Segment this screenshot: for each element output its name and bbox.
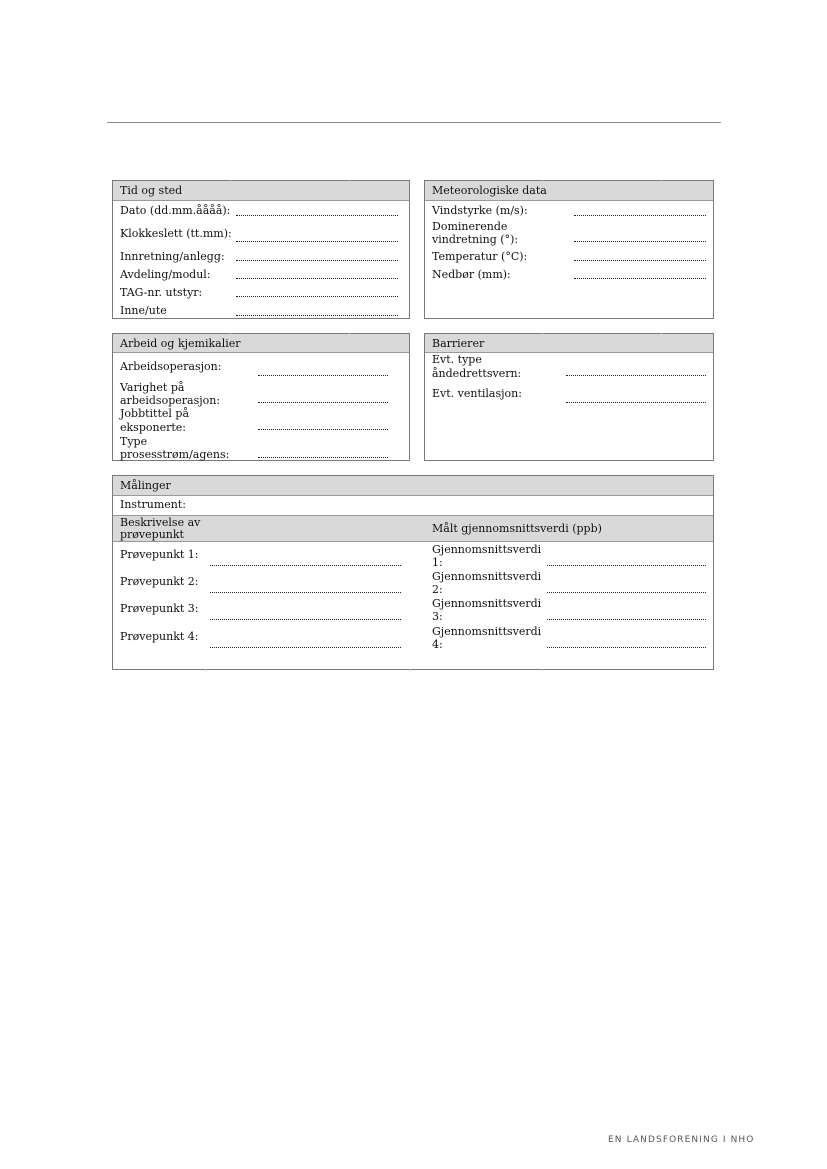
gjennomsnittsverdi-1-label: Gjennomsnittsverdi — [432, 543, 542, 556]
gjennomsnittsverdi-4-input-line[interactable] — [547, 647, 706, 648]
provepunkt-2-input-line[interactable] — [210, 592, 401, 593]
field-label-evt-type: Evt. type — [432, 353, 482, 366]
field-label-dominerende: Dominerende — [432, 220, 508, 233]
field-label-dato: Dato (dd.mm.åååå): — [120, 204, 231, 217]
divider-tick — [205, 669, 206, 671]
vindstyrke-input-line[interactable] — [574, 215, 706, 216]
field-label-ventilasjon: Evt. ventilasjon: — [432, 387, 522, 400]
nedbor-input-line[interactable] — [574, 278, 706, 279]
field-label-inne-ute: Inne/ute — [120, 304, 167, 317]
section-header: Arbeid og kjemikalier — [113, 334, 409, 353]
gjennomsnittsverdi-2-input-line[interactable] — [547, 592, 706, 593]
column-header-malt-gjennomsnittsverdi: Målt gjennomsnittsverdi (ppb) — [432, 522, 602, 535]
innretning-input-line[interactable] — [236, 260, 398, 261]
field-label-vindstyrke: Vindstyrke (m/s): — [432, 204, 528, 217]
section-header: Barrierer — [425, 334, 713, 353]
field-label-andedrettsvern: åndedrettsvern: — [432, 367, 522, 380]
provepunkt-2-label: Prøvepunkt 2: — [120, 575, 199, 588]
field-label-eksponerte: eksponerte: — [120, 421, 186, 434]
section-header: Tid og sted — [113, 181, 409, 201]
field-label-klokkeslett: Klokkeslett (tt.mm): — [120, 227, 232, 240]
temperatur-input-line[interactable] — [574, 260, 706, 261]
divider-tick — [542, 669, 543, 671]
field-label-varighet: Varighet på — [120, 381, 185, 394]
section-header: Meteorologiske data — [425, 181, 713, 201]
field-label-tag-nr: TAG-nr. utstyr: — [120, 286, 203, 299]
column-header-beskrivelse-2: prøvepunkt — [120, 528, 184, 541]
field-label-jobbtittel: Jobbtittel på — [120, 407, 190, 420]
vindretning-input-line[interactable] — [574, 241, 706, 242]
table-header-row — [113, 515, 713, 542]
divider-tick — [410, 669, 411, 671]
gjennomsnittsverdi-3-label: Gjennomsnittsverdi — [432, 597, 542, 610]
ventilasjon-input-line[interactable] — [566, 402, 706, 403]
provepunkt-1-input-line[interactable] — [210, 565, 401, 566]
gjennomsnittsverdi-4-number: 4: — [432, 638, 443, 651]
field-label-arbeidsoperasjon-2: arbeidsoperasjon: — [120, 394, 221, 407]
section-header: Målinger — [113, 476, 713, 496]
gjennomsnittsverdi-3-input-line[interactable] — [547, 619, 706, 620]
footer-text: EN LANDSFORENING I NHO — [608, 1135, 755, 1145]
field-label-avdeling: Avdeling/modul: — [120, 268, 211, 281]
gjennomsnittsverdi-2-label: Gjennomsnittsverdi — [432, 570, 542, 583]
varighet-input-line[interactable] — [258, 402, 388, 403]
jobbtittel-input-line[interactable] — [258, 429, 388, 430]
inne-ute-input-line[interactable] — [236, 315, 398, 316]
gjennomsnittsverdi-1-number: 1: — [432, 556, 443, 569]
provepunkt-4-label: Prøvepunkt 4: — [120, 630, 199, 643]
malinger-section — [112, 475, 714, 670]
instrument-label: Instrument: — [120, 498, 186, 511]
arbeid-og-kjemikalier-section — [112, 333, 410, 461]
field-label-innretning: Innretning/anlegg: — [120, 250, 225, 263]
gjennomsnittsverdi-4-label: Gjennomsnittsverdi — [432, 625, 542, 638]
provepunkt-3-input-line[interactable] — [210, 619, 401, 620]
gjennomsnittsverdi-2-number: 2: — [432, 583, 443, 596]
andedrettsvern-input-line[interactable] — [566, 375, 706, 376]
avdeling-input-line[interactable] — [236, 278, 398, 279]
provepunkt-3-label: Prøvepunkt 3: — [120, 602, 199, 615]
top-rule — [107, 122, 721, 123]
field-label-type: Type — [120, 435, 148, 448]
field-label-arbeidsoperasjon: Arbeidsoperasjon: — [120, 360, 222, 373]
prosesstrom-input-line[interactable] — [258, 457, 388, 458]
field-label-temperatur: Temperatur (°C): — [432, 250, 528, 263]
column-header-beskrivelse-1: Beskrivelse av — [120, 516, 201, 529]
field-label-vindretning: vindretning (°): — [432, 233, 519, 246]
arbeidsoperasjon-input-line[interactable] — [258, 375, 388, 376]
tag-nr-input-line[interactable] — [236, 296, 398, 297]
barrierer-section — [424, 333, 714, 461]
field-label-nedbor: Nedbør (mm): — [432, 268, 511, 281]
dato-input-line[interactable] — [236, 215, 398, 216]
field-label-prosesstrom: prosesstrøm/agens: — [120, 448, 230, 461]
gjennomsnittsverdi-3-number: 3: — [432, 610, 443, 623]
provepunkt-1-label: Prøvepunkt 1: — [120, 548, 199, 561]
provepunkt-4-input-line[interactable] — [210, 647, 401, 648]
meteorologiske-data-section — [424, 180, 714, 319]
klokkeslett-input-line[interactable] — [236, 241, 398, 242]
tid-og-sted-section — [112, 180, 410, 319]
gjennomsnittsverdi-1-input-line[interactable] — [547, 565, 706, 566]
